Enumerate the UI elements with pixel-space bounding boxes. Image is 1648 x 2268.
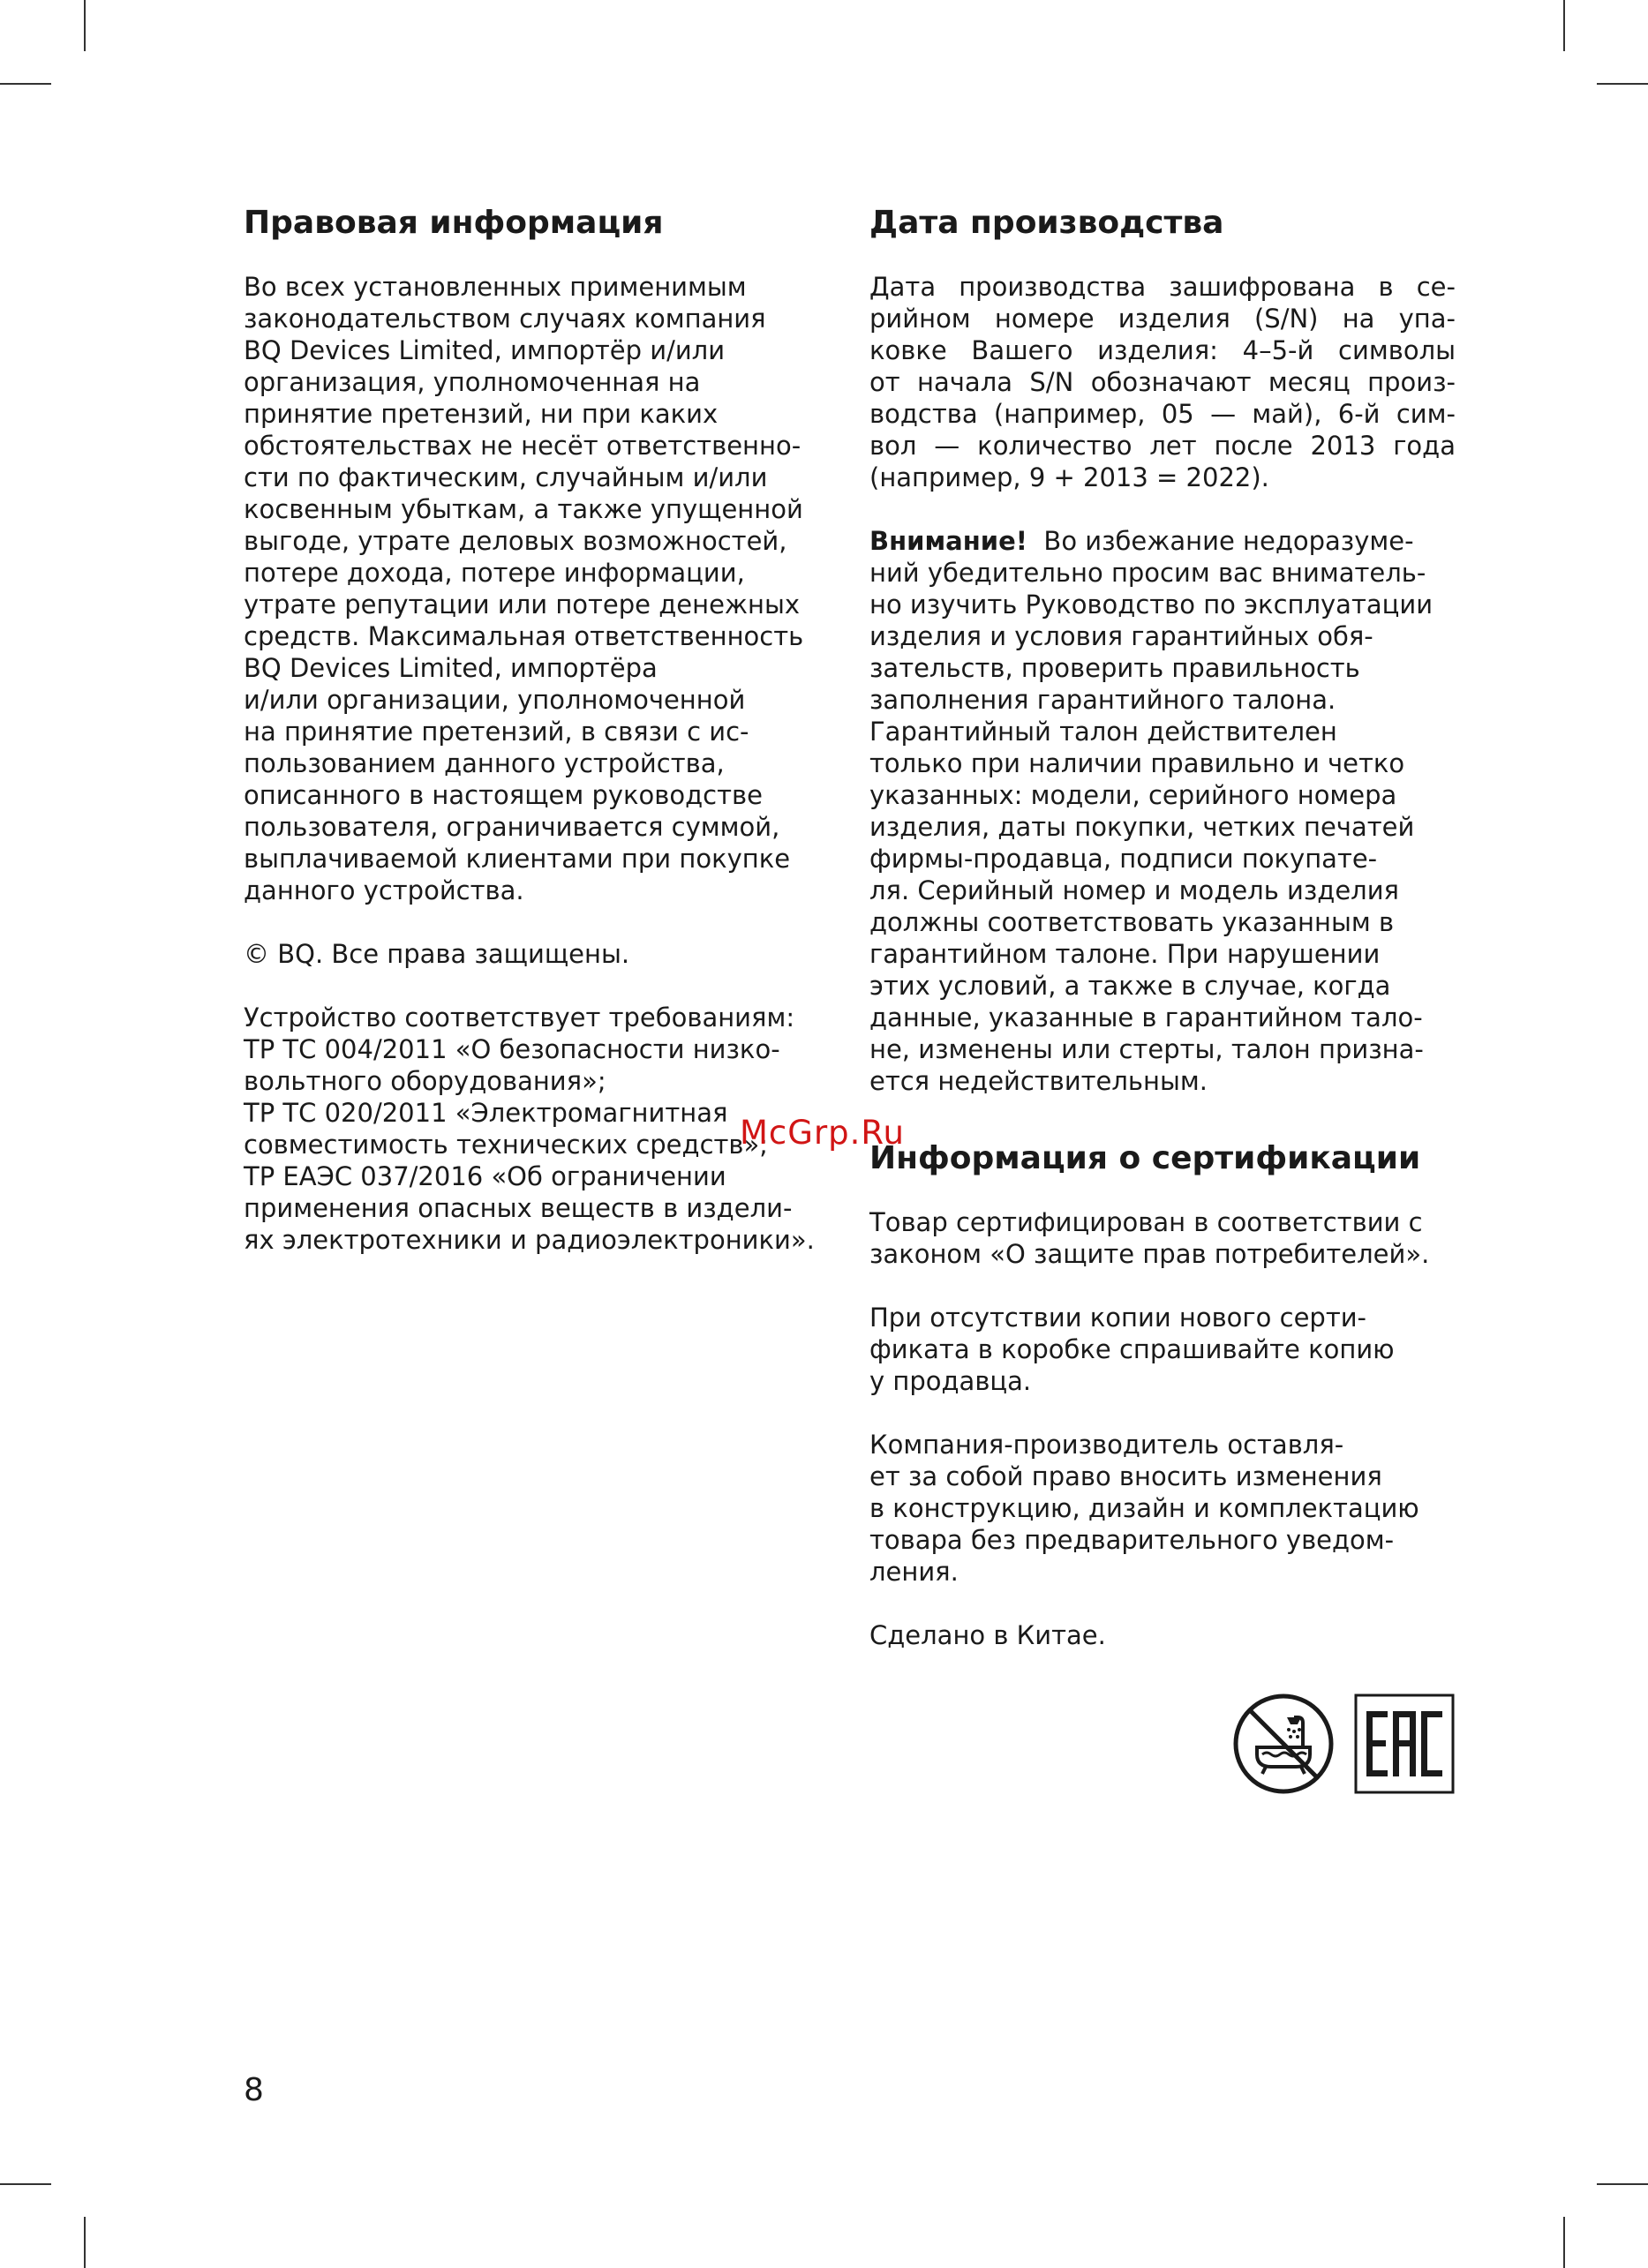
attention-text-line: Гарантийный талон действителен [869, 717, 1337, 747]
legal-text-line: данного устройства. [244, 875, 524, 905]
legal-text-line: законодательством случаях компания [244, 304, 766, 334]
crop-mark [1563, 2217, 1565, 2268]
attention-text-line: указанных: модели, серийного номера [869, 780, 1397, 810]
production-date-title: Дата производства [869, 205, 1224, 241]
legal-text-line: утрате репутации или потере денежных [244, 590, 801, 620]
legal-section [244, 199, 837, 1256]
eac-mark-icon [1354, 1693, 1455, 1794]
certification-paragraph-1 [869, 1206, 1456, 1270]
legal-text-line: потере дохода, потере информации, [244, 558, 745, 588]
attention-text-line: данные, указанные в гарантийном тало- [869, 1003, 1423, 1033]
production-date-text-line: (например, 9 + 2013 = 2022). [869, 462, 1269, 492]
crop-mark [0, 83, 51, 85]
crop-mark [84, 2217, 86, 2268]
compliance-text-line: ях электротехники и радиоэлектроники». [244, 1225, 815, 1255]
production-date-text-line: Дата производства зашифрована в се- [869, 272, 1456, 302]
legal-text-line: сти по фактическим, случайным и/или [244, 462, 768, 492]
attention-text-line: этих условий, а также в случае, когда [869, 971, 1391, 1001]
crop-mark [0, 2183, 51, 2185]
compliance-text-line: ТР ТС 004/2011 «О безопасности низко- [244, 1034, 780, 1064]
made-in-text: Сделано в Китае. [869, 1620, 1106, 1650]
certification-paragraph-2 [869, 1302, 1456, 1397]
production-date-text-line: вол — количество лет после 2013 года [869, 431, 1456, 461]
production-date-text-line: рийном номере изделия (S/N) на упа- [869, 304, 1456, 334]
crop-mark [1597, 2183, 1648, 2185]
legal-title: Правовая информация [244, 205, 664, 241]
attention-first-line: Во избежание недоразуме- [1043, 526, 1414, 556]
compliance-text-line: применения опасных веществ в издели- [244, 1193, 793, 1223]
certification-text-line: Товар сертифицирован в соответствии с [869, 1207, 1423, 1237]
certification-title: Информация о сертификации [869, 1140, 1421, 1176]
watermark: McGrp.Ru [740, 1114, 905, 1152]
certification-text-line: в конструкцию, дизайн и комплектацию [869, 1493, 1419, 1523]
attention-text-line: фирмы-продавца, подписи покупате- [869, 844, 1378, 874]
attention-text-line: зательств, проверить правильность [869, 653, 1360, 683]
attention-paragraph [869, 525, 1456, 1097]
production-date-text-line: водства (например, 05 — май), 6-й сим- [869, 399, 1456, 429]
attention-text-line: изделия и условия гарантийных обя- [869, 621, 1373, 651]
production-date-text-line: ковке Вашего изделия: 4–5-й символы [869, 335, 1456, 365]
certification-marks [1232, 1693, 1455, 1795]
production-date-section [869, 199, 1456, 1651]
attention-text-line: ля. Серийный номер и модель изделия [869, 875, 1399, 905]
attention-text-line: изделия, даты покупки, четких печатей [869, 812, 1415, 842]
certification-text-line: ления. [869, 1557, 959, 1587]
attention-text-line: ний убедительно просим вас вниматель- [869, 558, 1426, 588]
legal-text-line: средств. Максимальная ответственность [244, 621, 804, 651]
production-date-text-line: от начала S/N обозначают месяц произ- [869, 367, 1456, 397]
attention-text-line: но изучить Руководство по эксплуатации [869, 590, 1434, 620]
compliance-text-line: совместимость технических средств»; [244, 1130, 769, 1160]
legal-text-line: и/или организации, уполномоченной [244, 685, 746, 715]
crop-mark [1597, 83, 1648, 85]
legal-text-line: обстоятельствах не несёт ответственно- [244, 431, 801, 461]
legal-text-line: организация, уполномоченная на [244, 367, 701, 397]
legal-text-line: выплачиваемой клиентами при покупке [244, 844, 791, 874]
certification-text-line: При отсутствии копии нового серти- [869, 1303, 1367, 1333]
attention-text-line: должны соответствовать указанным в [869, 907, 1395, 937]
crop-mark [1563, 0, 1565, 51]
crop-mark [84, 0, 86, 51]
legal-text-line: пользователя, ограничивается суммой, [244, 812, 780, 842]
production-date-paragraph [869, 271, 1456, 493]
legal-text-line: BQ Devices Limited, импортёр и/или [244, 335, 726, 365]
attention-text-line: только при наличии правильно и четко [869, 748, 1405, 778]
attention-label: Внимание! [869, 526, 1027, 556]
legal-text-line: Во всех установленных применимым [244, 272, 747, 302]
certification-text-line: фиката в коробке спрашивайте копию [869, 1334, 1395, 1364]
no-bathing-icon [1232, 1693, 1335, 1795]
legal-text-line: на принятие претензий, в связи с ис- [244, 717, 749, 747]
certification-text-line: Компания-производитель оставля- [869, 1430, 1344, 1460]
certification-text-line: ет за собой право вносить изменения [869, 1461, 1382, 1491]
certification-text-line: законом «О защите прав потребителей». [869, 1239, 1430, 1269]
legal-text-line: описанного в настоящем руководстве [244, 780, 763, 810]
attention-text-line: ется недействительным. [869, 1066, 1208, 1096]
legal-text-line: BQ Devices Limited, импортёра [244, 653, 658, 683]
certification-text-line: у продавца. [869, 1366, 1032, 1396]
legal-text-line: принятие претензий, ни при каких [244, 399, 719, 429]
page-number: 8 [244, 2072, 264, 2108]
legal-paragraph [244, 271, 837, 906]
compliance-text-line: ТР ЕАЭС 037/2016 «Об ограничении [244, 1161, 726, 1191]
legal-text-line: выгоде, утрате деловых возможностей, [244, 526, 787, 556]
attention-text-line: заполнения гарантийного талона. [869, 685, 1336, 715]
certification-text-line: товара без предварительного уведом- [869, 1525, 1395, 1555]
compliance-text-line: вольтного оборудования»; [244, 1066, 606, 1096]
attention-text-line: гарантийном талоне. При нарушении [869, 939, 1381, 969]
certification-paragraph-3 [869, 1429, 1456, 1588]
compliance-text-line: ТР ТС 020/2011 «Электромагнитная [244, 1098, 728, 1128]
compliance-text-line: Устройство соответствует требованиям: [244, 1003, 795, 1033]
legal-text-line: косвенным убыткам, а также упущенной [244, 494, 803, 524]
copyright-text: © BQ. Все права защищены. [244, 939, 630, 969]
legal-text-line: пользованием данного устройства, [244, 748, 725, 778]
attention-text-line: не, изменены или стерты, талон призна- [869, 1034, 1424, 1064]
